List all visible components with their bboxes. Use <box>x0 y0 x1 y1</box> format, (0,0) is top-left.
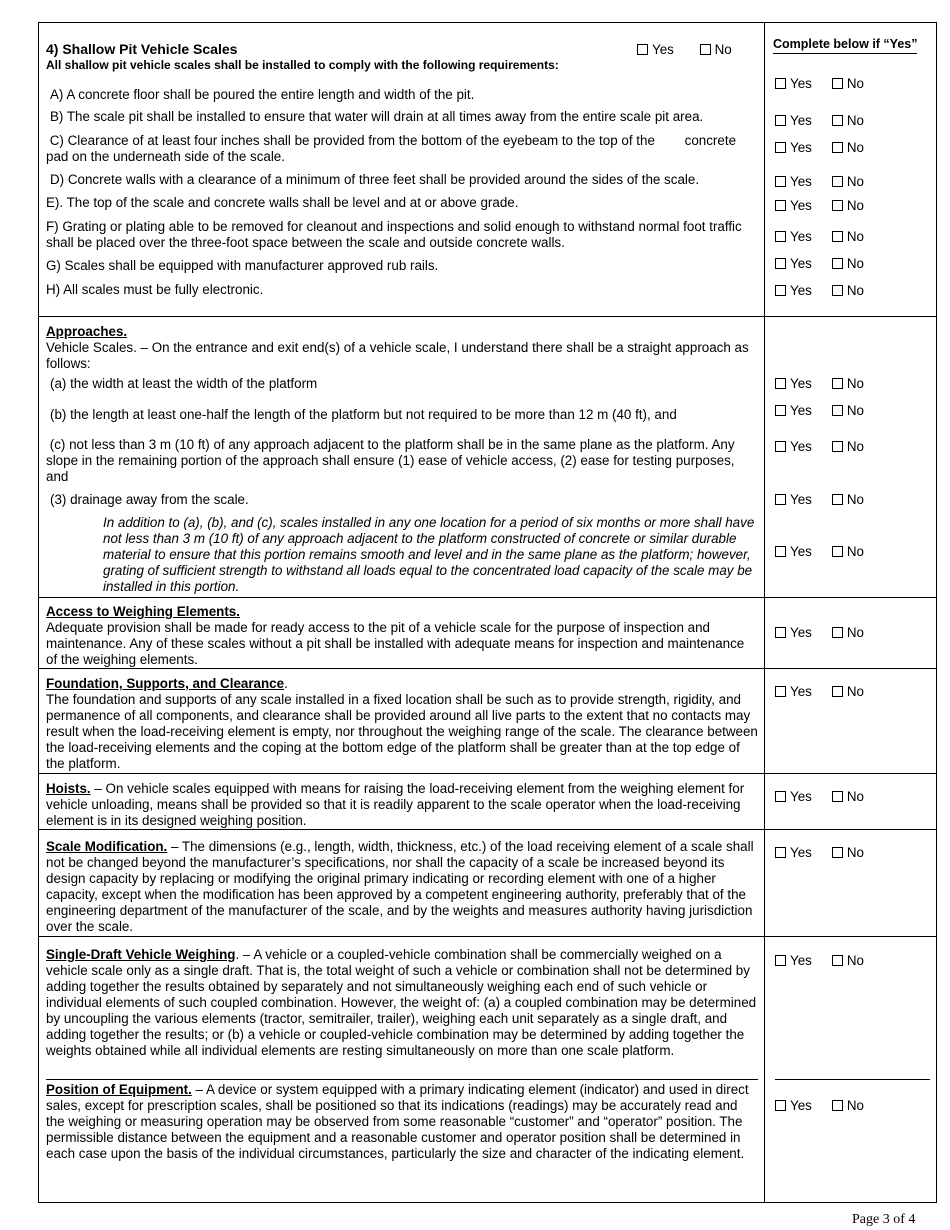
yes-label: Yes <box>790 403 812 419</box>
no-option[interactable] <box>832 229 864 245</box>
yes-option[interactable] <box>775 439 812 455</box>
foundation-period: . <box>284 676 288 691</box>
yes-no-approach-a <box>775 376 884 392</box>
no-label: No <box>846 256 864 272</box>
no-option[interactable] <box>832 140 864 156</box>
no-checkbox[interactable] <box>832 546 843 557</box>
yes-option[interactable] <box>775 625 812 641</box>
no-checkbox[interactable] <box>832 231 843 242</box>
yes-option[interactable] <box>775 229 812 245</box>
approach-c-text: (c) not less than 3 m (10 ft) of any approach adjacent to the platform shall be in the same plane as the platform. Any slope in the remaining portion of the approach shall ensure (1) ease of vehicle access, (2) ease for testing purposes, and <box>46 437 735 484</box>
yes-option[interactable] <box>775 845 812 861</box>
yes-label: Yes <box>790 439 812 455</box>
yes-checkbox[interactable] <box>775 546 786 557</box>
section-divider <box>38 597 937 598</box>
no-option[interactable] <box>832 403 864 419</box>
header-yes-option[interactable] <box>637 42 674 57</box>
modification-block <box>46 839 758 935</box>
no-option[interactable] <box>832 256 864 272</box>
yes-option[interactable] <box>775 544 812 560</box>
foundation-heading: Foundation, Supports, and Clearance <box>46 676 285 691</box>
yes-option[interactable] <box>775 283 812 299</box>
no-checkbox[interactable] <box>832 955 843 966</box>
foundation-block <box>46 676 758 772</box>
no-label: No <box>846 376 864 392</box>
no-option[interactable] <box>832 544 864 560</box>
approaches-heading: Approaches. <box>46 324 128 339</box>
yes-checkbox[interactable] <box>775 1100 786 1111</box>
modification-heading: Scale Modification. <box>46 839 168 854</box>
no-label: No <box>846 140 864 156</box>
requirement-d: D) Concrete walls with a clearance of a minimum of three feet shall be provided around the sides of the scale. <box>50 172 700 187</box>
no-checkbox[interactable] <box>832 176 843 187</box>
approaches-block <box>46 324 758 372</box>
yes-no-requirement-g <box>775 256 884 272</box>
yes-no-approach-drainage <box>775 492 884 508</box>
yes-option[interactable] <box>775 174 812 190</box>
requirement-g: G) Scales shall be equipped with manufacturer approved rub rails. <box>46 258 439 273</box>
position-body: – A device or system equipped with a primary indicating element (indicator) and used in direct sales, except for prescription scales, shall be positioned so that its indications (readings) may be accurately read and the weighing or measuring operation may be observed from some reasonable “customer” and “operator” position. The permissible distance between the equipment and a reasonable customer and operator position shall be determined in each case upon the basis of the individual circumstances, particularly the size and character of the indicating element. <box>46 1082 749 1161</box>
complete-below-label: Complete below if “Yes” <box>773 37 917 54</box>
yes-checkbox[interactable] <box>637 44 648 55</box>
no-label: No <box>846 625 864 641</box>
yes-no-approach-c <box>775 439 884 455</box>
requirement-h: H) All scales must be fully electronic. <box>46 282 264 297</box>
yes-label: Yes <box>790 684 812 700</box>
yes-label: Yes <box>652 42 674 57</box>
yes-option[interactable] <box>775 403 812 419</box>
hoists-body: – On vehicle scales equipped with means for raising the load-receiving element from the weighing element for vehicle unloading, means shall be provided so that it is readily apparent to the scale operator when the load-receiving element is in its designed weighing position. <box>46 781 745 828</box>
no-label: No <box>846 198 864 214</box>
single-draft-block <box>46 947 758 1059</box>
yes-label: Yes <box>790 198 812 214</box>
yes-label: Yes <box>790 174 812 190</box>
section-divider <box>38 773 937 774</box>
yes-checkbox[interactable] <box>775 791 786 802</box>
no-label: No <box>846 544 864 560</box>
yes-label: Yes <box>790 953 812 969</box>
yes-option[interactable] <box>775 76 812 92</box>
no-label: No <box>846 403 864 419</box>
no-label: No <box>846 1098 864 1114</box>
section-subtitle: All shallow pit vehicle scales shall be installed to comply with the following requirements: <box>46 58 559 72</box>
yes-label: Yes <box>790 113 812 129</box>
no-checkbox[interactable] <box>832 627 843 638</box>
yes-checkbox[interactable] <box>775 405 786 416</box>
no-checkbox[interactable] <box>832 258 843 269</box>
yes-option[interactable] <box>775 256 812 272</box>
yes-no-modification <box>775 845 884 861</box>
requirement-c-text: C) Clearance of at least four inches shall be provided from the bottom of the eyebeam to the top of the concrete pad on the underneath side of the scale. <box>46 133 737 164</box>
yes-option[interactable] <box>775 492 812 508</box>
yes-label: Yes <box>790 789 812 805</box>
single-draft-body: . – A vehicle or a coupled-vehicle combination shall be commercially weighed on a vehicle scale only as a single draft. That is, the total weight of such a vehicle or combination shall not be determined by adding together the results obtained by separately and not simultaneously weighing each end of such vehicle or individual elements of such coupled combination. However, the weight of: (a) a coupled combination may be determined by uncoupling the various elements (tractor, semitrailer, trailer), weighing each unit separately as a single draft, and adding together the results; or (b) a vehicle or coupled-vehicle combination may be determined by adding together the weights obtained while all individual elements are resting simultaneously on more than one scale platform. <box>46 947 757 1058</box>
yes-no-access <box>775 625 884 641</box>
section-divider <box>38 316 937 317</box>
yes-no-requirement-a <box>775 76 884 92</box>
yes-label: Yes <box>790 283 812 299</box>
no-label: No <box>846 439 864 455</box>
no-label: No <box>846 953 864 969</box>
yes-checkbox[interactable] <box>775 176 786 187</box>
no-checkbox[interactable] <box>832 405 843 416</box>
no-checkbox[interactable] <box>700 44 711 55</box>
section-divider <box>38 668 937 669</box>
no-option[interactable] <box>832 789 864 805</box>
no-label: No <box>714 42 732 57</box>
no-option[interactable] <box>832 625 864 641</box>
no-checkbox[interactable] <box>832 142 843 153</box>
yes-checkbox[interactable] <box>775 847 786 858</box>
no-checkbox[interactable] <box>832 78 843 89</box>
yes-label: Yes <box>790 229 812 245</box>
no-checkbox[interactable] <box>832 285 843 296</box>
yes-option[interactable] <box>775 140 812 156</box>
yes-label: Yes <box>790 625 812 641</box>
yes-checkbox[interactable] <box>775 231 786 242</box>
no-option[interactable] <box>832 684 864 700</box>
section-title: 4) Shallow Pit Vehicle Scales <box>46 41 238 57</box>
no-label: No <box>846 492 864 508</box>
yes-option[interactable] <box>775 1098 812 1114</box>
yes-no-requirement-f <box>775 229 884 245</box>
requirement-b: B) The scale pit shall be installed to ensure that water will drain at all times away from the entire scale pit area. <box>50 109 704 124</box>
yes-checkbox[interactable] <box>775 494 786 505</box>
no-option[interactable] <box>832 953 864 969</box>
yes-checkbox[interactable] <box>775 78 786 89</box>
no-checkbox[interactable] <box>832 441 843 452</box>
yes-no-hoists <box>775 789 884 805</box>
yes-checkbox[interactable] <box>775 115 786 126</box>
approaches-intro: Vehicle Scales. – On the entrance and exit end(s) of a vehicle scale, I understand there shall be a straight approach as follows: <box>46 340 749 371</box>
approach-c <box>46 437 758 485</box>
no-label: No <box>846 845 864 861</box>
yes-no-requirement-c <box>775 140 884 156</box>
no-checkbox[interactable] <box>832 847 843 858</box>
no-label: No <box>846 684 864 700</box>
yes-no-single-draft <box>775 953 884 969</box>
no-checkbox[interactable] <box>832 115 843 126</box>
no-label: No <box>846 76 864 92</box>
no-option[interactable] <box>832 198 864 214</box>
yes-checkbox[interactable] <box>775 285 786 296</box>
yes-checkbox[interactable] <box>775 142 786 153</box>
section-divider <box>38 829 937 830</box>
no-option[interactable] <box>832 492 864 508</box>
yes-checkbox[interactable] <box>775 441 786 452</box>
yes-option[interactable] <box>775 953 812 969</box>
yes-option[interactable] <box>775 113 812 129</box>
yes-no-requirement-d <box>775 174 884 190</box>
hoists-block <box>46 781 758 829</box>
requirement-c <box>46 133 758 165</box>
yes-checkbox[interactable] <box>775 378 786 389</box>
no-option[interactable] <box>832 845 864 861</box>
no-checkbox[interactable] <box>832 378 843 389</box>
no-option[interactable] <box>832 439 864 455</box>
no-label: No <box>846 174 864 190</box>
yes-label: Yes <box>790 544 812 560</box>
access-block <box>46 604 758 668</box>
approach-d: (3) drainage away from the scale. <box>50 492 249 507</box>
foundation-body: The foundation and supports of any scale installed in a fixed location shall be such as to provide strength, rigidity, and permanence of all components, and clearance shall be provided around all live parts to the extent that no contacts may result when the load-receiving element is empty, nor throughout the weighing range of the scale. The clearance between the load-receiving elements and the coping at the bottom edge of the platform shall be greater than at the top edge of the platform. <box>46 692 758 771</box>
no-option[interactable] <box>832 376 864 392</box>
yes-checkbox[interactable] <box>775 200 786 211</box>
header-yes-no <box>637 42 754 57</box>
yes-label: Yes <box>790 256 812 272</box>
access-heading: Access to Weighing Elements. <box>46 604 240 619</box>
subsection-divider <box>46 1079 758 1080</box>
no-checkbox[interactable] <box>832 686 843 697</box>
no-label: No <box>846 789 864 805</box>
yes-label: Yes <box>790 1098 812 1114</box>
yes-label: Yes <box>790 76 812 92</box>
no-checkbox[interactable] <box>832 200 843 211</box>
approach-note: In addition to (a), (b), and (c), scales installed in any one location for a period of six months or more shall have not less than 3 m (10 ft) of any approach adjacent to the platform constructed of concrete or similar durable material to ensure that this portion remains smooth and level and in the same plane as the platform; however, grating of sufficient strength to withstand all loads equal to the concentrated load capacity of the scale may be installed in this portion. <box>103 515 755 594</box>
yes-option[interactable] <box>775 198 812 214</box>
no-option[interactable] <box>832 113 864 129</box>
no-label: No <box>846 283 864 299</box>
access-body: Adequate provision shall be made for ready access to the pit of a vehicle scale for the purpose of inspection and maintenance. Any of these scales without a pit shall be installed with adequate means for inspection and maintenance of the weighing elements. <box>46 620 745 667</box>
single-draft-heading: Single-Draft Vehicle Weighing <box>46 947 236 962</box>
yes-label: Yes <box>790 376 812 392</box>
requirement-e: E). The top of the scale and concrete walls shall be level and at or above grade. <box>46 195 519 210</box>
modification-body: – The dimensions (e.g., length, width, thickness, etc.) of the load receiving element of a scale shall not be changed beyond the manufacturer’s specifications, nor shall the capacity of a scale be increased beyond its design capacity by replacing or modifying the original primary indicating or recording element with one of a higher capacity, except when the modification has been approved by a competent engineering authority, preferably that of the engineering department of the manufacturer of the scale, and by the weights and measures authority having jurisdiction over the scale. <box>46 839 754 934</box>
yes-label: Yes <box>790 492 812 508</box>
no-checkbox[interactable] <box>832 791 843 802</box>
approach-b: (b) the length at least one-half the length of the platform but not required to be more than 12 m (40 ft), and <box>50 407 677 422</box>
no-checkbox[interactable] <box>832 494 843 505</box>
no-option[interactable] <box>832 76 864 92</box>
yes-no-foundation <box>775 684 884 700</box>
no-option[interactable] <box>832 1098 864 1114</box>
yes-no-requirement-e <box>775 198 884 214</box>
page-number: Page 3 of 4 <box>852 1212 916 1227</box>
requirement-a: A) A concrete floor shall be poured the entire length and width of the pit. <box>50 87 475 102</box>
yes-no-position <box>775 1098 884 1114</box>
no-label: No <box>846 229 864 245</box>
yes-option[interactable] <box>775 376 812 392</box>
yes-checkbox[interactable] <box>775 258 786 269</box>
no-option[interactable] <box>832 283 864 299</box>
no-checkbox[interactable] <box>832 1100 843 1111</box>
yes-label: Yes <box>790 845 812 861</box>
yes-checkbox[interactable] <box>775 686 786 697</box>
yes-no-requirement-b <box>775 113 884 129</box>
no-option[interactable] <box>832 174 864 190</box>
yes-checkbox[interactable] <box>775 627 786 638</box>
yes-checkbox[interactable] <box>775 955 786 966</box>
yes-option[interactable] <box>775 789 812 805</box>
yes-no-approach-note <box>775 544 884 560</box>
yes-label: Yes <box>790 140 812 156</box>
position-heading: Position of Equipment. <box>46 1082 192 1097</box>
yes-no-requirement-h <box>775 283 884 299</box>
subsection-divider <box>775 1079 930 1080</box>
yes-option[interactable] <box>775 684 812 700</box>
column-divider <box>764 22 765 1203</box>
no-label: No <box>846 113 864 129</box>
section-divider <box>38 936 937 937</box>
hoists-heading: Hoists. <box>46 781 91 796</box>
position-block <box>46 1082 758 1162</box>
requirement-f: F) Grating or plating able to be removed for cleanout and inspections and solid enough to withstand normal foot traffic shall be placed over the three-foot space between the scale and outside concrete walls. <box>46 219 742 250</box>
header-no-option[interactable] <box>700 42 732 57</box>
approach-a: (a) the width at least the width of the platform <box>50 376 318 391</box>
yes-no-approach-b <box>775 403 884 419</box>
